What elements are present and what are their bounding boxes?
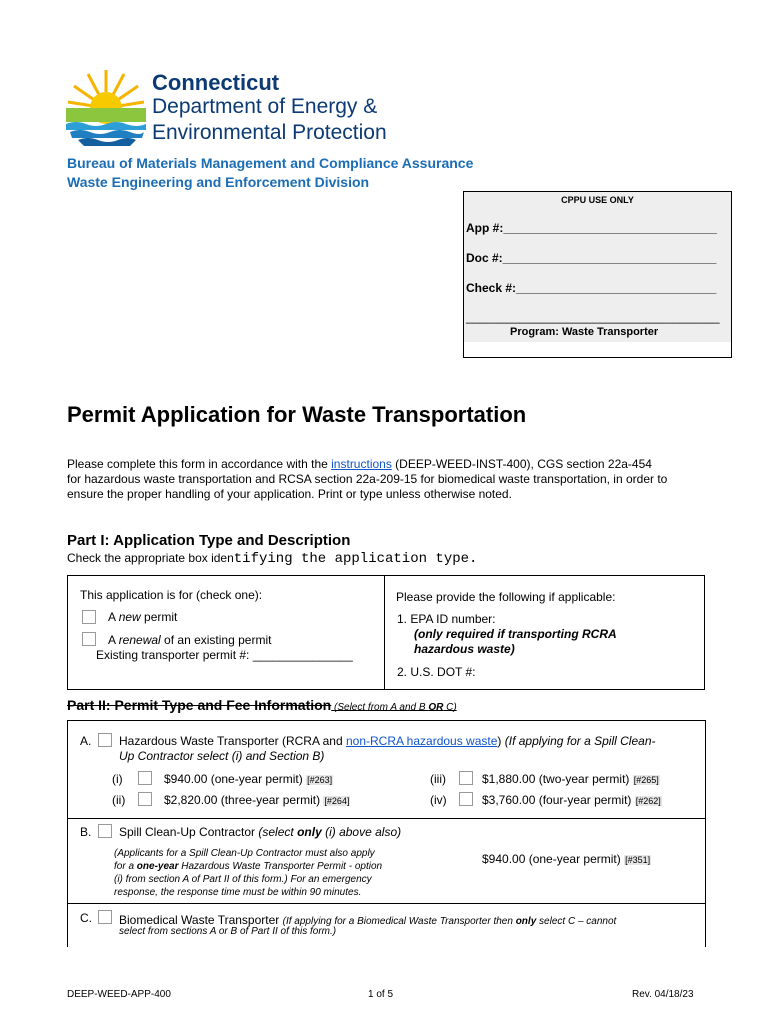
- division-name: Waste Engineering and Enforcement Division: [67, 174, 370, 190]
- cppu-check-number: Check #:______________________________: [466, 281, 717, 295]
- cppu-blank-line: ______________________________________: [466, 310, 720, 324]
- logo-line-3: Environmental Protection: [152, 121, 387, 144]
- part1-instructions: Check the appropriate box identifying the application type.: [67, 551, 478, 567]
- renewal-permit-checkbox[interactable]: [82, 632, 96, 646]
- option-a-checkbox[interactable]: [98, 733, 112, 747]
- fee-iv-checkbox[interactable]: [459, 792, 473, 806]
- option-b-paragraph: (Applicants for a Spill Clean-Up Contractor must also apply for a one-year Hazardous Waste Transporter Permit - option (i) from section A of Part II of this form.) For an emergency response, the response time must be within 90 minutes.: [114, 848, 383, 898]
- fee-i-label: $940.00 (one-year permit) [#263]: [164, 772, 333, 786]
- fee-i-num: (i): [112, 772, 123, 786]
- logo-line-2: Department of Energy &: [152, 95, 378, 118]
- cppu-doc-number: Doc #:________________________________: [466, 251, 717, 265]
- bureau-name: Bureau of Materials Management and Compliance Assurance: [67, 155, 474, 171]
- epa-note-1: (only required if transporting RCRA: [414, 627, 617, 641]
- option-c-letter: C.: [80, 911, 92, 925]
- part2-section: [67, 720, 706, 947]
- cppu-app-number: App #:________________________________: [466, 221, 717, 235]
- option-a-note: Up Contractor select (i) and Section B): [119, 749, 325, 763]
- intro-paragraph: Please complete this form in accordance with the instructions (DEEP-WEED-INST-400), CGS section 22a-454 for hazardous waste transportation and RCSA section 22a-209-15 for biomedical waste transportation, in order to ensure the proper handling of your application. Print or type unless otherwise noted.: [67, 457, 668, 501]
- footer-page-number: 1 of 5: [368, 989, 394, 1000]
- part1-heading: Part I: Application Type and Description: [67, 532, 351, 549]
- footer-revision: Rev. 04/18/23: [632, 989, 694, 1000]
- cppu-program: Program: Waste Transporter: [510, 326, 659, 338]
- deep-logo: [66, 68, 411, 148]
- logo-line-1: Connecticut: [152, 70, 280, 95]
- fee-ii-label: $2,820.00 (three-year permit) [#264]: [164, 793, 350, 807]
- option-b-label: Spill Clean-Up Contractor (select only (i) above also): [119, 825, 402, 839]
- fee-ii-num: (ii): [112, 793, 126, 807]
- option-a-letter: A.: [80, 734, 92, 748]
- fee-iii-label: $1,880.00 (two-year permit) [#265]: [482, 772, 659, 786]
- existing-permit-field[interactable]: Existing transporter permit #: _______________: [96, 648, 353, 662]
- dot-number-label: 2. U.S. DOT #:: [397, 665, 476, 679]
- cppu-use-only-box: [463, 191, 732, 358]
- fee-ii-checkbox[interactable]: [138, 792, 152, 806]
- new-permit-checkbox[interactable]: [82, 610, 96, 624]
- option-b-checkbox[interactable]: [98, 824, 112, 838]
- fee-iv-label: $3,760.00 (four-year permit) [#262]: [482, 793, 661, 807]
- fee-iii-checkbox[interactable]: [459, 771, 473, 785]
- left-column-title: This application is for (check one):: [80, 588, 263, 602]
- option-c-label: Biomedical Waste Transporter (If applying for a Biomedical Waste Transporter then only select C – cannot: [119, 913, 617, 927]
- fee-iii-num: (iii): [430, 772, 446, 786]
- part1-table: [67, 575, 705, 690]
- part2-heading: Part II: Permit Type and Fee Information (Select from A and B OR C): [67, 697, 457, 713]
- instructions-link[interactable]: instructions: [331, 457, 392, 471]
- epa-note-2: hazardous waste): [414, 642, 515, 656]
- option-b-letter: B.: [80, 825, 92, 839]
- option-b-fee: $940.00 (one-year permit) [#351]: [482, 852, 651, 866]
- option-a-label: Hazardous Waste Transporter (RCRA and non-RCRA hazardous waste) (If applying for a Spill Clean-: [119, 734, 656, 748]
- fee-iv-num: (iv): [430, 793, 447, 807]
- sun-wave-logo-icon: [66, 68, 146, 148]
- fee-i-checkbox[interactable]: [138, 771, 152, 785]
- epa-number-label: 1. EPA ID number:: [397, 612, 496, 626]
- footer-form-id: DEEP-WEED-APP-400: [67, 989, 171, 1000]
- page-title: Permit Application for Waste Transportation: [67, 402, 527, 427]
- renewal-permit-label: A renewal of an existing permit: [108, 633, 272, 647]
- new-permit-label: A new permit: [108, 610, 178, 624]
- non-rcra-link[interactable]: non-RCRA hazardous waste: [345, 734, 498, 748]
- cppu-title: CPPU USE ONLY: [561, 195, 634, 205]
- option-c-checkbox[interactable]: [98, 910, 112, 924]
- right-column-title: Please provide the following if applicable:: [396, 590, 616, 604]
- option-c-note: select from sections A or B of Part II of this form.): [119, 926, 337, 937]
